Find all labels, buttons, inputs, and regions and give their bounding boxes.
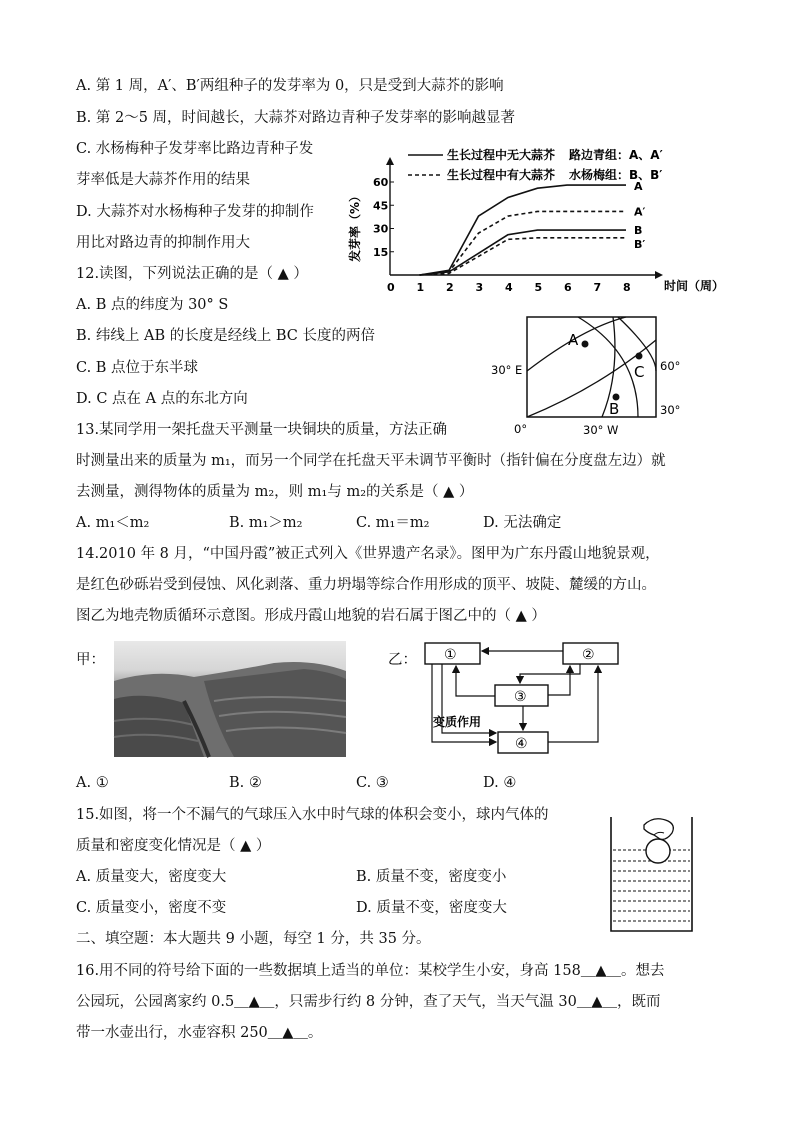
- q14-line3: 图乙为地壳物质循环示意图。形成丹霞山地貌的岩石属于图乙中的（ ▲ ）: [76, 608, 546, 624]
- series-end-label: A′: [634, 205, 646, 219]
- q14-option-b: B. ②: [229, 775, 262, 791]
- q13-option-a: A. m₁＜m₂: [76, 515, 150, 531]
- q13-option-c: C. m₁＝m₂: [356, 515, 430, 531]
- point-c-dot: [636, 353, 643, 360]
- point-a-dot: [582, 341, 589, 348]
- y-tick-label: 60: [373, 176, 389, 189]
- box-4-label: ④: [515, 736, 528, 752]
- q11-option-a: A. 第 1 周，A′、B′两组种子的发芽率为 0，只是受到大蒜芥的影响: [76, 78, 504, 94]
- label-30w: 30° W: [583, 423, 619, 437]
- q13-line1: 13.某同学用一架托盘天平测量一块铜块的质量，方法正确: [76, 422, 448, 438]
- q15-line1: 15.如图，将一个不漏气的气球压入水中时气球的体积会变小，球内气体的: [76, 807, 549, 823]
- q11-option-c-line1: C. 水杨梅种子发芽率比路边青种子发: [76, 141, 314, 157]
- q12-option-a: A. B 点的纬度为 30° S: [76, 297, 229, 313]
- hand: [644, 819, 673, 840]
- balloon: [646, 839, 670, 863]
- y-tick-label: 45: [373, 199, 389, 213]
- q12-option-d: D. C 点在 A 点的东北方向: [76, 391, 248, 407]
- x-tick-label: 1: [416, 281, 425, 294]
- series-end-label: B′: [634, 237, 646, 251]
- q14-line1: 14.2010 年 8 月，“中国丹霞”被正式列入《世界遗产名录》。图甲为广东丹霞山地貌景观，: [76, 546, 660, 562]
- q13-line2: 时测量出来的质量为 m₁，而另一个同学在托盘天平未调节平衡时（指针偏在分度盘左边）就: [76, 453, 666, 469]
- x-tick-label: 7: [593, 281, 602, 294]
- y-tick-label: 30: [373, 222, 389, 236]
- q11-option-b: B. 第 2～5 周，时间越长，大蒜芥对路边青种子发芽率的影响越显著: [76, 110, 516, 126]
- graticule-diagram: [488, 313, 688, 438]
- x-tick-label: 0: [387, 281, 395, 294]
- q15-option-b: B. 质量不变，密度变小: [356, 869, 507, 885]
- group-shuiyangmei-label: 水杨梅组：B、B′: [569, 168, 663, 182]
- y-axis-label: 发芽率（%）: [348, 189, 362, 263]
- balloon-beaker-diagram: [608, 805, 698, 935]
- fig-yi-label: 乙：: [388, 652, 417, 668]
- q13-option-d: D. 无法确定: [483, 515, 562, 531]
- box-2-label: ②: [582, 647, 595, 663]
- x-tick-label: 8: [623, 281, 631, 294]
- metamorphism-label: 变质作用: [433, 715, 482, 729]
- point-c-label: C: [634, 363, 645, 381]
- x-tick-label: 5: [534, 281, 543, 294]
- q14-option-a: A. ①: [76, 775, 109, 791]
- q11-option-d-line1: D. 大蒜芥对水杨梅种子发芽的抑制作: [76, 204, 314, 220]
- germination-chart: [345, 138, 725, 298]
- legend-solid-label: 生长过程中无大蒜芥: [447, 148, 556, 162]
- q16-line2: 公园玩，公园离家约 0.5＿▲＿，只需步行约 8 分钟，查了天气，当天气温 30＿▲＿，既而: [76, 994, 661, 1010]
- q11-option-d-line2: 用比对路边青的抑制作用大: [76, 235, 250, 251]
- point-b-label: B: [609, 400, 620, 418]
- x-tick-label: 3: [475, 281, 484, 294]
- fig-jia-label: 甲：: [76, 652, 105, 668]
- series-end-label: B: [634, 224, 643, 238]
- series-end-label: A: [634, 180, 643, 194]
- label-30-right: 30°: [660, 403, 681, 417]
- q12-option-b: B. 纬线上 AB 的长度是经线上 BC 长度的两倍: [76, 328, 375, 344]
- x-tick-label: 6: [564, 281, 572, 294]
- group-lubianqing-label: 路边青组：A、A′: [569, 148, 663, 162]
- series-line-A′: [420, 211, 627, 275]
- section-2-title: 二、填空题：本大题共 9 小题，每空 1 分，共 35 分。: [76, 931, 431, 947]
- q15-option-d: D. 质量不变，密度变大: [356, 900, 507, 916]
- x-axis-arrow: [655, 271, 663, 279]
- box-3-label: ③: [514, 689, 527, 705]
- x-tick-label: 2: [446, 281, 454, 294]
- legend-dashed-label: 生长过程中有大蒜芥: [447, 168, 556, 182]
- series-line-B′: [420, 238, 627, 275]
- q15-option-c: C. 质量变小，密度不变: [76, 900, 227, 916]
- point-a-label: A: [568, 331, 579, 349]
- y-axis-arrow: [386, 157, 394, 165]
- q14-option-d: D. ④: [483, 775, 517, 791]
- label-0: 0°: [514, 422, 528, 436]
- q12-option-c: C. B 点位于东半球: [76, 360, 199, 376]
- q14-option-c: C. ③: [356, 775, 389, 791]
- q14-line2: 是红色砂砾岩受到侵蚀、风化剥落、重力坍塌等综合作用形成的顶平、坡陡、麓缓的方山。: [76, 577, 656, 593]
- x-tick-label: 4: [505, 281, 513, 294]
- q11-option-c-line2: 芽率低是大蒜芥作用的结果: [76, 172, 250, 188]
- label-30e: 30° E: [491, 363, 523, 377]
- q15-option-a: A. 质量变大，密度变大: [76, 869, 227, 885]
- q13-option-b: B. m₁＞m₂: [229, 515, 303, 531]
- x-axis-label: 时间（周）: [664, 279, 725, 293]
- q16-line3: 带一水壶出行，水壶容积 250＿▲＿。: [76, 1025, 323, 1041]
- q15-line2: 质量和密度变化情况是（ ▲ ）: [76, 838, 271, 854]
- q13-line3: 去测量，测得物体的质量为 m₂，则 m₁与 m₂的关系是（ ▲ ）: [76, 484, 474, 500]
- q12-stem: 12.读图，下列说法正确的是（ ▲ ）: [76, 266, 308, 282]
- danxia-landscape-photo: [114, 641, 346, 757]
- rock-cycle-diagram: [420, 638, 620, 758]
- q16-line1: 16.用不同的符号给下面的一些数据填上适当的单位：某校学生小安，身高 158＿▲＿。想去: [76, 963, 665, 979]
- box-1-label: ①: [444, 647, 457, 663]
- label-60: 60°: [660, 359, 681, 373]
- y-tick-label: 15: [373, 245, 389, 259]
